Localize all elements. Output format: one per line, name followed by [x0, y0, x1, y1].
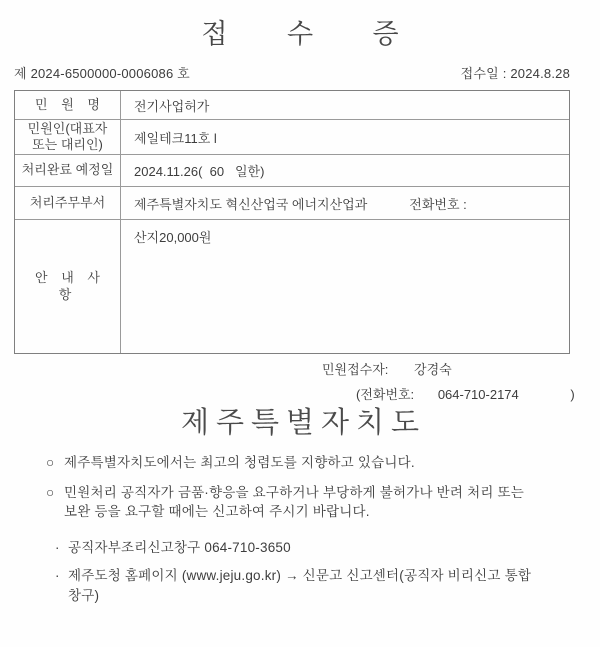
receiver-name: 강경숙 — [414, 362, 452, 377]
receiver-phone-number: 064-710-2174 — [437, 387, 519, 402]
notices-section — [46, 453, 538, 614]
notice-homepage-text: 제주도청 홈페이지 (www.jeju.go.kr) → 신문고 신고센터(공직자 비리신고 통합창구) — [68, 568, 532, 603]
row-value-petition-name: 전기사업허가 — [134, 98, 210, 114]
row-label-petitioner — [15, 120, 121, 154]
document-header-line — [14, 63, 570, 82]
row-value-guidance: 산지20,000원 — [134, 230, 212, 245]
table-row-guidance — [15, 219, 569, 353]
row-value-due-date: 2024.11.26( 60 일한) — [134, 164, 265, 179]
notice-integrity-text: 제주특별자치도에서는 최고의 청렴도를 지향하고 있습니다. — [64, 455, 415, 470]
table-row-petition-name — [15, 91, 569, 119]
row-label-petitioner-line1: 민원인(대표자 — [27, 120, 108, 136]
table-row-due-date — [15, 154, 569, 186]
organization-title: 제주특별자치도 — [180, 407, 427, 439]
circle-bullet-icon: ○ — [46, 455, 55, 470]
row-value-petitioner: 제일테크11호 l — [134, 130, 217, 146]
notice-report-phone — [55, 538, 538, 558]
notice-report-phone-text: 공직자부조리신고창구 064-710-3650 — [68, 539, 291, 555]
receipt-table — [14, 90, 570, 354]
notice-integrity — [46, 453, 538, 473]
document-number: 제 2024-6500000-0006086 호 — [14, 66, 190, 81]
receiver-line — [322, 359, 452, 378]
notice-report-request-text: 민원처리 공직자가 금품·향응을 요구하거나 부당하게 불허가나 반려 처리 또는 보완 등을 요구할 때에는 신고하여 주시기 바랍니다. — [64, 484, 525, 520]
circle-bullet-icon: ○ — [46, 484, 55, 500]
dot-bullet-icon: · — [55, 539, 60, 555]
receiver-label: 민원접수자: — [322, 362, 389, 377]
receiver-phone-suffix: ) — [570, 387, 575, 402]
notice-report-request — [46, 483, 538, 522]
table-row-department — [15, 186, 569, 219]
document-title: 접 수 증 — [201, 19, 425, 49]
row-label-petitioner-line2: 또는 대리인) — [32, 137, 103, 152]
row-label-due-date: 처리완료 예정일 — [15, 155, 121, 186]
receipt-date: 접수일 : 2024.8.28 — [460, 66, 570, 81]
notice-homepage — [55, 566, 538, 605]
receiver-phone-prefix: (전화번호: — [356, 387, 415, 402]
row-label-guidance: 안 내 사 항 — [15, 220, 121, 353]
dot-bullet-icon: · — [55, 568, 60, 584]
table-row-petitioner — [15, 119, 569, 154]
row-label-petition-name: 민 원 명 — [15, 91, 121, 119]
row-value-department — [121, 187, 569, 219]
row-label-department: 처리주무부서 — [15, 187, 121, 219]
department-phone-label: 전화번호 : — [409, 196, 467, 212]
department-name: 제주특별자치도 혁신산업국 에너지산업과 — [134, 196, 368, 212]
